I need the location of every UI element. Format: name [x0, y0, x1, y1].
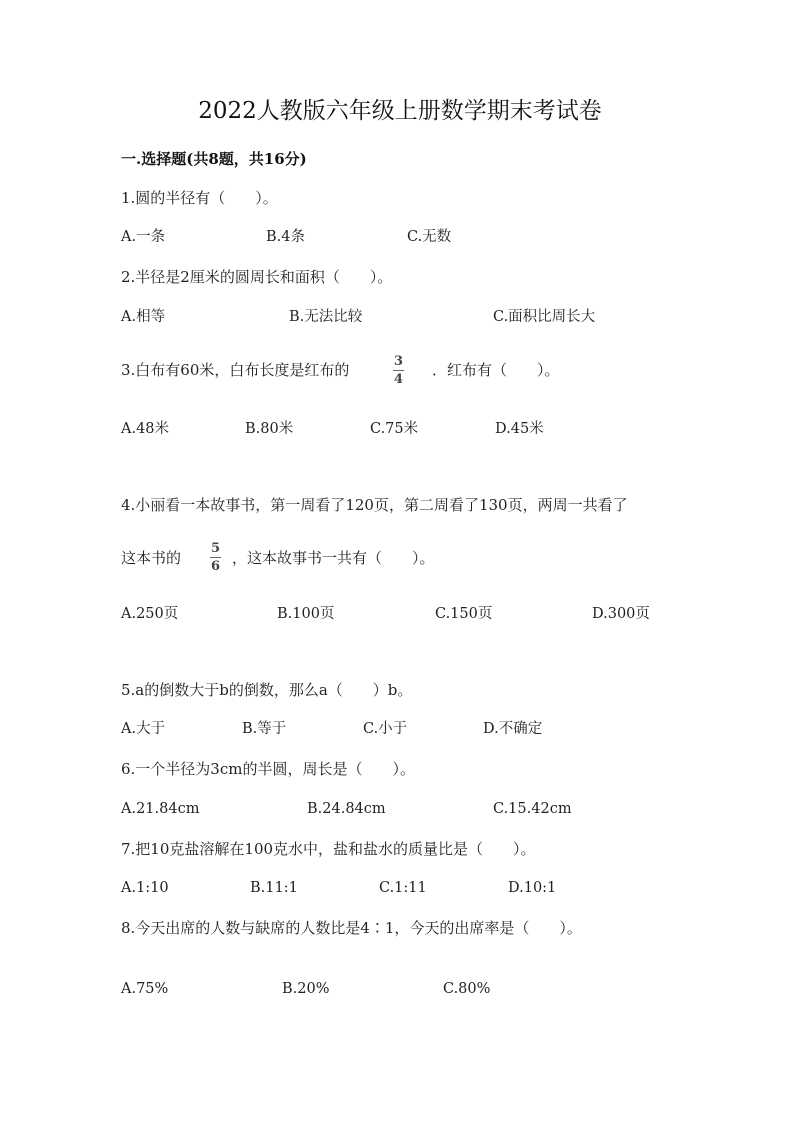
question-2-option-a: A.相等 — [121, 309, 166, 325]
question-3-option-a: A.48米 — [121, 421, 170, 437]
question-2-option-b: B.无法比较 — [289, 309, 363, 325]
question-4-text-after: ，这本故事书一共有（ ）。 — [232, 549, 435, 567]
question-3-option-d: D.45米 — [495, 421, 544, 437]
question-6-text: 6.一个半径为3cm的半圆，周长是（ ）。 — [121, 760, 415, 778]
question-4-option-a: A.250页 — [121, 606, 179, 622]
question-5-option-c: C.小于 — [363, 721, 408, 737]
question-3-option-b: B.80米 — [245, 421, 294, 437]
question-4-option-b: B.100页 — [277, 606, 335, 622]
question-8-option-a: A.75% — [121, 981, 169, 997]
section-heading: 一.选择题(共8题，共16分) — [121, 150, 307, 168]
question-2-text: 2.半径是2厘米的圆周长和面积（ ）。 — [121, 268, 393, 286]
question-8-option-c: C.80% — [443, 981, 491, 997]
question-7-option-c: C.1:11 — [379, 880, 427, 896]
question-7-option-a: A.1:10 — [121, 880, 169, 896]
question-8-text: 8.今天出席的人数与缺席的人数比是4∶1，今天的出席率是（ ）。 — [121, 919, 582, 937]
question-3-text-after: ．红布有（ ）。 — [432, 361, 560, 379]
question-6-option-a: A.21.84cm — [121, 801, 200, 817]
question-5-option-b: B.等于 — [242, 721, 287, 737]
question-7-option-d: D.10:1 — [508, 880, 557, 896]
fraction-bar — [210, 557, 221, 558]
fraction-denominator: 6 — [210, 559, 221, 574]
question-4-text-before: 这本书的 — [121, 549, 182, 567]
question-7-text: 7.把10克盐溶解在100克水中，盐和盐水的质量比是（ ）。 — [121, 840, 536, 858]
question-3-fraction — [393, 354, 404, 387]
question-1-option-c: C.无数 — [407, 229, 452, 245]
fraction-numerator: 3 — [393, 354, 404, 369]
question-3-option-c: C.75米 — [370, 421, 419, 437]
question-1-text: 1.圆的半径有（ ）。 — [121, 189, 278, 207]
question-6-option-c: C.15.42cm — [493, 801, 572, 817]
question-6-option-b: B.24.84cm — [307, 801, 386, 817]
fraction-bar — [393, 370, 404, 371]
question-1-option-b: B.4条 — [266, 229, 305, 245]
question-5-text: 5.a的倒数大于b的倒数，那么a（ ）b。 — [121, 681, 413, 699]
question-4-option-c: C.150页 — [435, 606, 493, 622]
question-1-option-a: A.一条 — [121, 229, 166, 245]
question-5-option-a: A.大于 — [121, 721, 166, 737]
question-5-option-d: D.不确定 — [483, 721, 543, 737]
question-4-line-1: 4.小丽看一本故事书，第一周看了120页，第二周看了130页，两周一共看了 — [121, 496, 628, 514]
question-3-text-before: 3.白布有60米，白布长度是红布的 — [121, 361, 350, 379]
fraction-numerator: 5 — [210, 541, 221, 556]
page-title: 2022人教版六年级上册数学期末考试卷 — [198, 98, 602, 124]
question-4-option-d: D.300页 — [592, 606, 650, 622]
question-7-option-b: B.11:1 — [250, 880, 298, 896]
question-8-option-b: B.20% — [282, 981, 330, 997]
fraction-denominator: 4 — [393, 372, 404, 387]
question-2-option-c: C.面积比周长大 — [493, 309, 596, 325]
question-4-fraction — [210, 541, 221, 574]
